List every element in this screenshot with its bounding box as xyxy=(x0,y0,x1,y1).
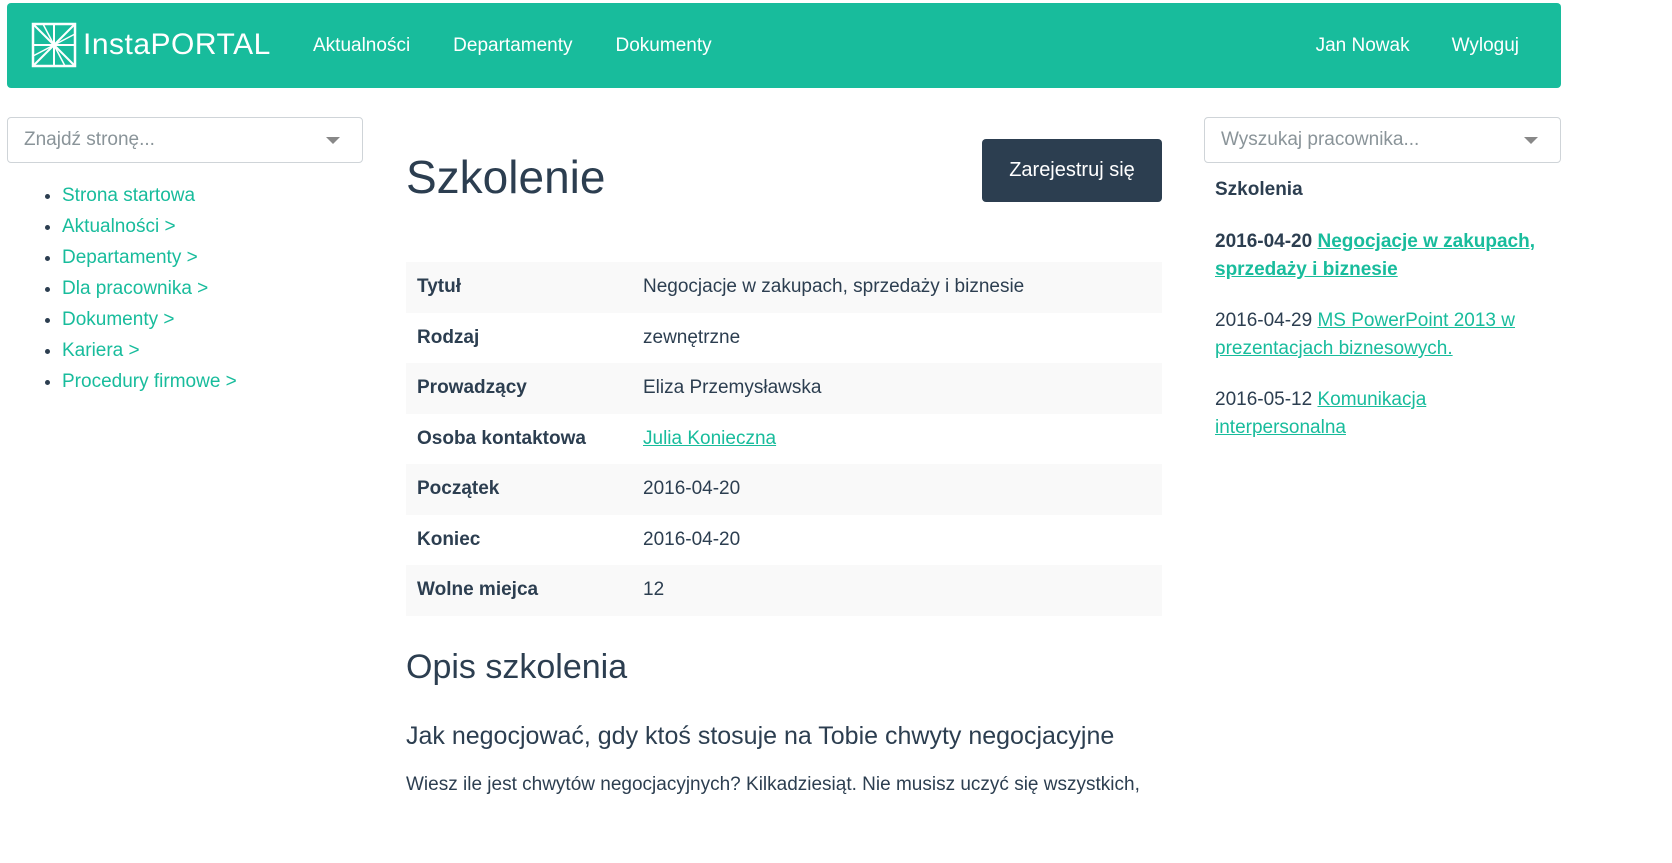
detail-label: Początek xyxy=(406,464,632,515)
chevron-down-icon xyxy=(326,137,340,144)
main-nav xyxy=(313,3,755,88)
table-row xyxy=(406,313,1162,364)
detail-value: 2016-04-20 xyxy=(643,528,741,550)
description-subtitle: Jak negocjować, gdy ktoś stosuje na Tobie chwyty negocjacyjne xyxy=(406,722,1115,750)
contact-person-link[interactable]: Julia Konieczna xyxy=(643,427,777,449)
description-title: Opis szkolenia xyxy=(406,648,628,686)
sidebar-item-departamenty xyxy=(62,242,237,273)
sidebar-item-kariera xyxy=(62,335,237,366)
list-item xyxy=(1215,228,1545,284)
user-name-link[interactable]: Jan Nowak xyxy=(1315,34,1410,56)
navbar xyxy=(7,3,1561,88)
brand-logo-icon xyxy=(31,22,77,68)
list-item xyxy=(1215,307,1545,363)
sidebar-link[interactable]: Aktualności > xyxy=(62,216,176,237)
page-title: Szkolenie xyxy=(406,151,606,203)
chevron-down-icon xyxy=(1524,137,1538,144)
table-row xyxy=(406,565,1162,616)
sidebar-item-aktualnosci xyxy=(62,211,237,242)
nav-link-aktualnosci[interactable]: Aktualności xyxy=(313,34,411,56)
sidebar-link[interactable]: Dla pracownika > xyxy=(62,278,209,299)
training-details-table xyxy=(406,262,1162,616)
nav-link-departamenty[interactable]: Departamenty xyxy=(453,34,573,56)
sidebar-link[interactable]: Procedury firmowe > xyxy=(62,371,237,392)
event-link[interactable]: Negocjacje w zakupach, sprzedaży i biznesie xyxy=(1215,231,1536,280)
event-link[interactable]: MS PowerPoint 2013 w prezentacjach biznesowych. xyxy=(1215,310,1515,359)
sidebar-item-strona-startowa xyxy=(62,180,237,211)
detail-label: Wolne miejca xyxy=(406,565,632,616)
detail-value: 12 xyxy=(632,565,1162,616)
detail-label: Rodzaj xyxy=(417,326,480,348)
event-date: 2016-04-20 xyxy=(1215,231,1313,252)
sidebar-link[interactable]: Dokumenty > xyxy=(62,309,175,330)
sidebar-item-dla-pracownika xyxy=(62,273,237,304)
logout-link[interactable]: Wyloguj xyxy=(1451,34,1519,56)
sidebar-item-dokumenty xyxy=(62,304,237,335)
table-row xyxy=(406,464,1162,515)
event-link[interactable]: Komunikacja interpersonalna xyxy=(1215,389,1427,438)
employee-search-placeholder: Wyszukaj pracownika... xyxy=(1221,129,1420,150)
description-text: Wiesz ile jest chwytów negocjacyjnych? Kilkadziesiąt. Nie musisz uczyć się wszystkich, xyxy=(406,774,1140,795)
detail-value: 2016-04-20 xyxy=(632,464,1162,515)
detail-label: Prowadzący xyxy=(406,363,632,414)
nav-link-dokumenty[interactable]: Dokumenty xyxy=(615,34,712,56)
trainings-heading: Szkolenia xyxy=(1215,179,1303,200)
table-row xyxy=(406,515,1162,566)
trainings-list xyxy=(1215,228,1545,465)
sidebar-link[interactable]: Kariera > xyxy=(62,340,140,361)
detail-value: Negocjacje w zakupach, sprzedaży i biznesie xyxy=(632,262,1162,313)
detail-label: Tytuł xyxy=(406,262,632,313)
detail-label: Osoba kontaktowa xyxy=(417,427,586,449)
brand[interactable] xyxy=(31,21,271,69)
list-item xyxy=(1215,386,1545,442)
employee-search-select[interactable] xyxy=(1204,117,1561,163)
table-row xyxy=(406,262,1162,313)
detail-label: Koniec xyxy=(417,528,481,550)
brand-name: InstaPORTAL xyxy=(83,28,271,61)
sidebar-item-procedury-firmowe xyxy=(62,366,237,397)
detail-value: Eliza Przemysławska xyxy=(632,363,1162,414)
page-search-select[interactable] xyxy=(7,117,363,163)
detail-value: zewnętrzne xyxy=(643,326,741,348)
detail-value xyxy=(632,414,1162,465)
event-date: 2016-04-29 xyxy=(1215,310,1313,331)
event-date: 2016-05-12 xyxy=(1215,389,1313,410)
register-button[interactable]: Zarejestruj się xyxy=(982,139,1162,202)
table-row xyxy=(406,363,1162,414)
page-search-placeholder: Znajdź stronę... xyxy=(24,129,155,150)
sidebar-link[interactable]: Departamenty > xyxy=(62,247,198,268)
sidebar-link[interactable]: Strona startowa xyxy=(62,185,196,206)
table-row xyxy=(406,414,1162,465)
sidebar-menu xyxy=(20,180,237,397)
user-nav xyxy=(1274,3,1519,88)
